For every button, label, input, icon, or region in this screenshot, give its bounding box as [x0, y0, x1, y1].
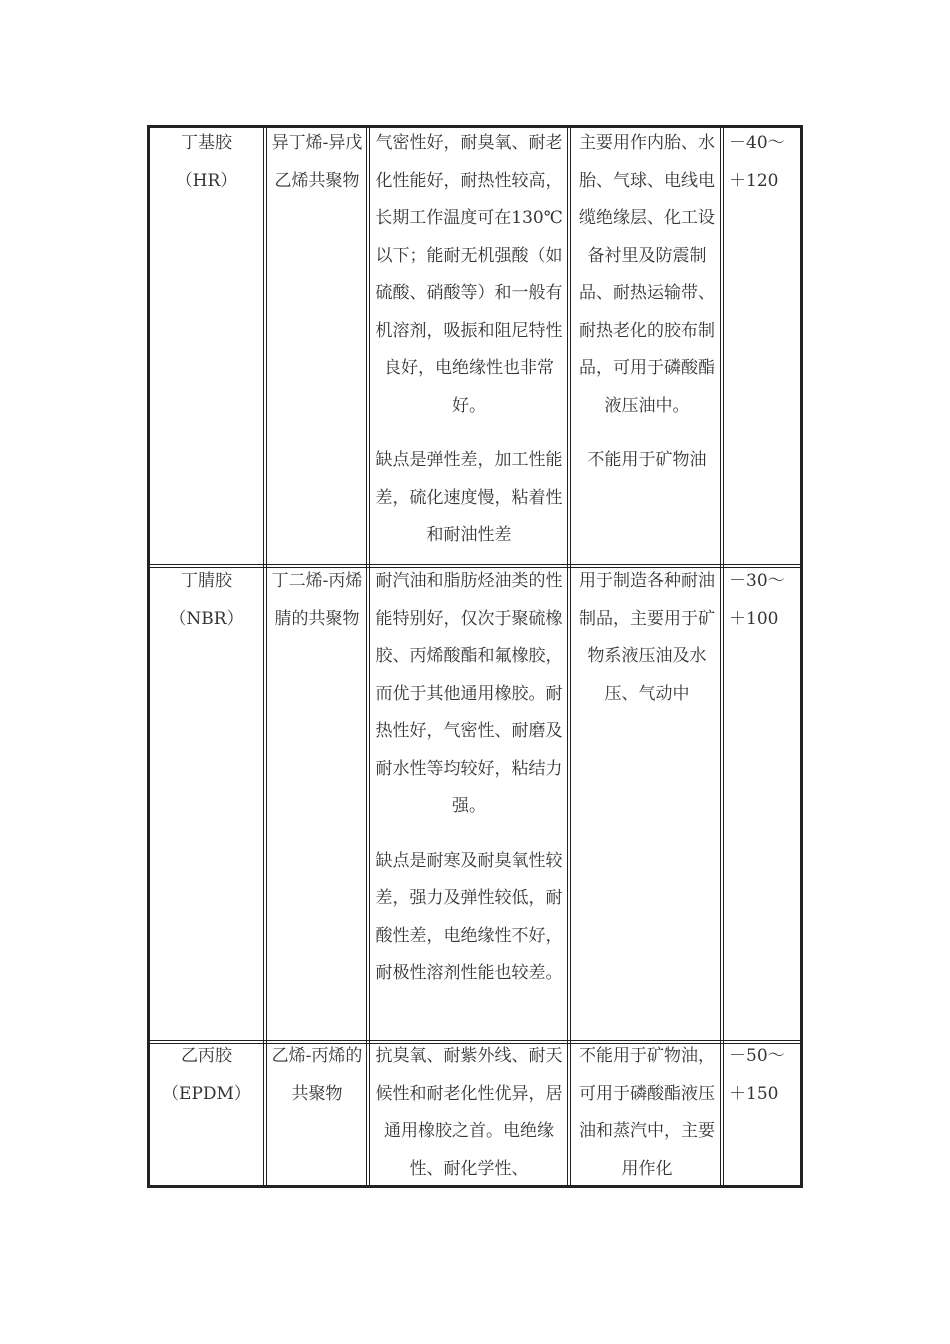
composition-cell: 乙烯-丙烯的共聚物 [271, 1046, 363, 1104]
rubber-name-cell [150, 1038, 263, 1113]
application-cell [575, 125, 719, 480]
properties-cell [370, 563, 568, 993]
composition-cell: 异丁烯-异戊乙烯共聚物 [271, 133, 363, 191]
column-divider [720, 128, 724, 1185]
application-cell [575, 1038, 719, 1188]
properties-text: 耐汽油和脂肪烃油类的性能特别好，仅次于聚硫橡胶、丙烯酸酯和氟橡胶，而优于其他通用橡胶。耐热性好，气密性、耐磨及耐水性等均较好，粘结力强。 [375, 571, 563, 816]
properties-cell [370, 1038, 568, 1188]
rubber-name: 丁腈胶 [181, 571, 232, 591]
temperature-cell [724, 125, 800, 200]
rubber-name-cell [150, 125, 263, 200]
application-cell [575, 563, 719, 713]
temperature-cell [724, 563, 800, 638]
temperature-cell [724, 1038, 800, 1113]
application-text: 不能用于矿物油，可用于磷酸酯液压油和蒸汽中，主要用作化 [579, 1046, 715, 1179]
rubber-name-cell [150, 563, 263, 638]
composition-cell: 丁二烯-丙烯腈的共聚物 [271, 571, 363, 629]
properties-text: 抗臭氧、耐紫外线、耐天候性和耐老化性优异，居通用橡胶之首。电绝缘性、耐化学性、 [375, 1046, 563, 1179]
temperature-low: －30～ [729, 571, 785, 591]
application-text: 用于制造各种耐油制品，主要用于矿物系液压油及水压、气动中 [579, 571, 715, 704]
rubber-name: 丁基胶 [181, 133, 232, 153]
application-text: 主要用作内胎、水胎、气球、电线电缆绝缘层、化工设备衬里及防震制品、耐热运输带、耐热老化的胶布制品，可用于磷酸酯液压油中。 [579, 133, 715, 416]
temperature-high: ＋120 [729, 170, 779, 191]
rubber-code: （HR） [175, 170, 238, 191]
rubber-code: （EPDM） [162, 1083, 251, 1104]
temperature-high: ＋150 [729, 1083, 779, 1104]
application-note: 不能用于矿物油 [587, 450, 707, 470]
drawbacks-text: 缺点是耐寒及耐臭氧性较差，强力及弹性较低，耐酸性差，电绝缘性不好，耐极性溶剂性能也较差。 [375, 850, 563, 983]
temperature-low: －40～ [729, 133, 785, 153]
temperature-high: ＋100 [729, 608, 779, 629]
rubber-properties-table [147, 125, 803, 1188]
rubber-code: （NBR） [169, 608, 244, 629]
properties-cell [370, 125, 568, 555]
column-divider [263, 128, 267, 1185]
temperature-low: －50～ [729, 1046, 785, 1066]
properties-text: 气密性好，耐臭氧、耐老化性能好，耐热性较高，长期工作温度可在130℃以下；能耐无机强酸（如硫酸、硝酸等）和一般有机溶剂，吸振和阻尼特性良好，电绝缘性也非常好。 [375, 133, 563, 416]
rubber-name: 乙丙胶 [181, 1046, 232, 1066]
drawbacks-text: 缺点是弹性差，加工性能差，硫化速度慢，粘着性和耐油性差 [375, 450, 563, 545]
